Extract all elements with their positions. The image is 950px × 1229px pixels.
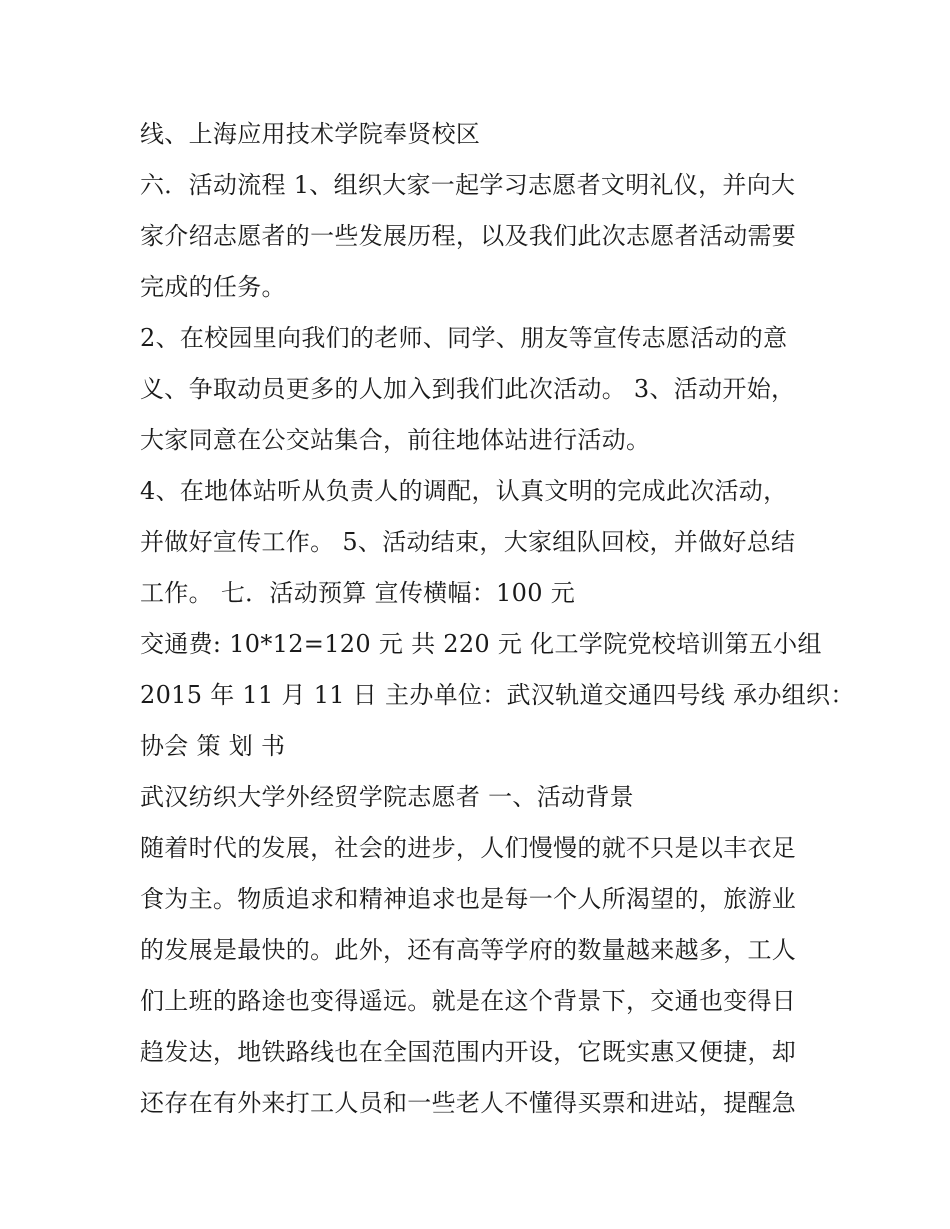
text-line: 们上班的路途也变得遥远。就是在这个背景下，交通也变得日 bbox=[140, 987, 797, 1015]
text-line: 交通费: 10*12=120 元 共 220 元 化工学院党校培训第五小组 bbox=[140, 630, 822, 658]
text-line: 2015 年 11 月 11 日 主办单位：武汉轨道交通四号线 承办组织： bbox=[140, 681, 855, 709]
text-line: 趋发达，地铁路线也在全国范围内开设，它既实惠又便捷，却 bbox=[140, 1038, 797, 1066]
text-line: 线、上海应用技术学院奉贤校区 bbox=[140, 120, 481, 148]
text-line: 协会 策 划 书 bbox=[140, 732, 286, 760]
text-line: 的发展是最快的。此外，还有高等学府的数量越来越多，工人 bbox=[140, 936, 797, 964]
text-line: 大家同意在公交站集合，前往地体站进行活动。 bbox=[140, 426, 651, 454]
text-line: 工作。 七．活动预算 宣传横幅：100 元 bbox=[140, 579, 575, 607]
text-line: 六．活动流程 1、组织大家一起学习志愿者文明礼仪，并向大 bbox=[140, 171, 796, 199]
text-line: 2、在校园里向我们的老师、同学、朋友等宣传志愿活动的意 bbox=[140, 324, 788, 352]
text-line: 随着时代的发展，社会的进步，人们慢慢的就不只是以丰衣足 bbox=[140, 834, 797, 862]
text-line: 完成的任务。 bbox=[140, 273, 286, 301]
text-line: 家介绍志愿者的一些发展历程，以及我们此次志愿者活动需要 bbox=[140, 222, 797, 250]
text-line: 4、在地体站听从负责人的调配，认真文明的完成此次活动， bbox=[140, 477, 788, 505]
text-line: 武汉纺织大学外经贸学院志愿者 一、活动背景 bbox=[140, 783, 634, 811]
text-line: 义、争取动员更多的人加入到我们此次活动。 3、活动开始， bbox=[140, 375, 796, 403]
text-line: 食为主。物质追求和精神追求也是每一个人所渴望的，旅游业 bbox=[140, 885, 797, 913]
text-line: 还存在有外来打工人员和一些老人不懂得买票和进站，提醒急 bbox=[140, 1089, 797, 1117]
text-line: 并做好宣传工作。 5、活动结束，大家组队回校，并做好总结 bbox=[140, 528, 796, 556]
document-body bbox=[140, 109, 855, 1129]
